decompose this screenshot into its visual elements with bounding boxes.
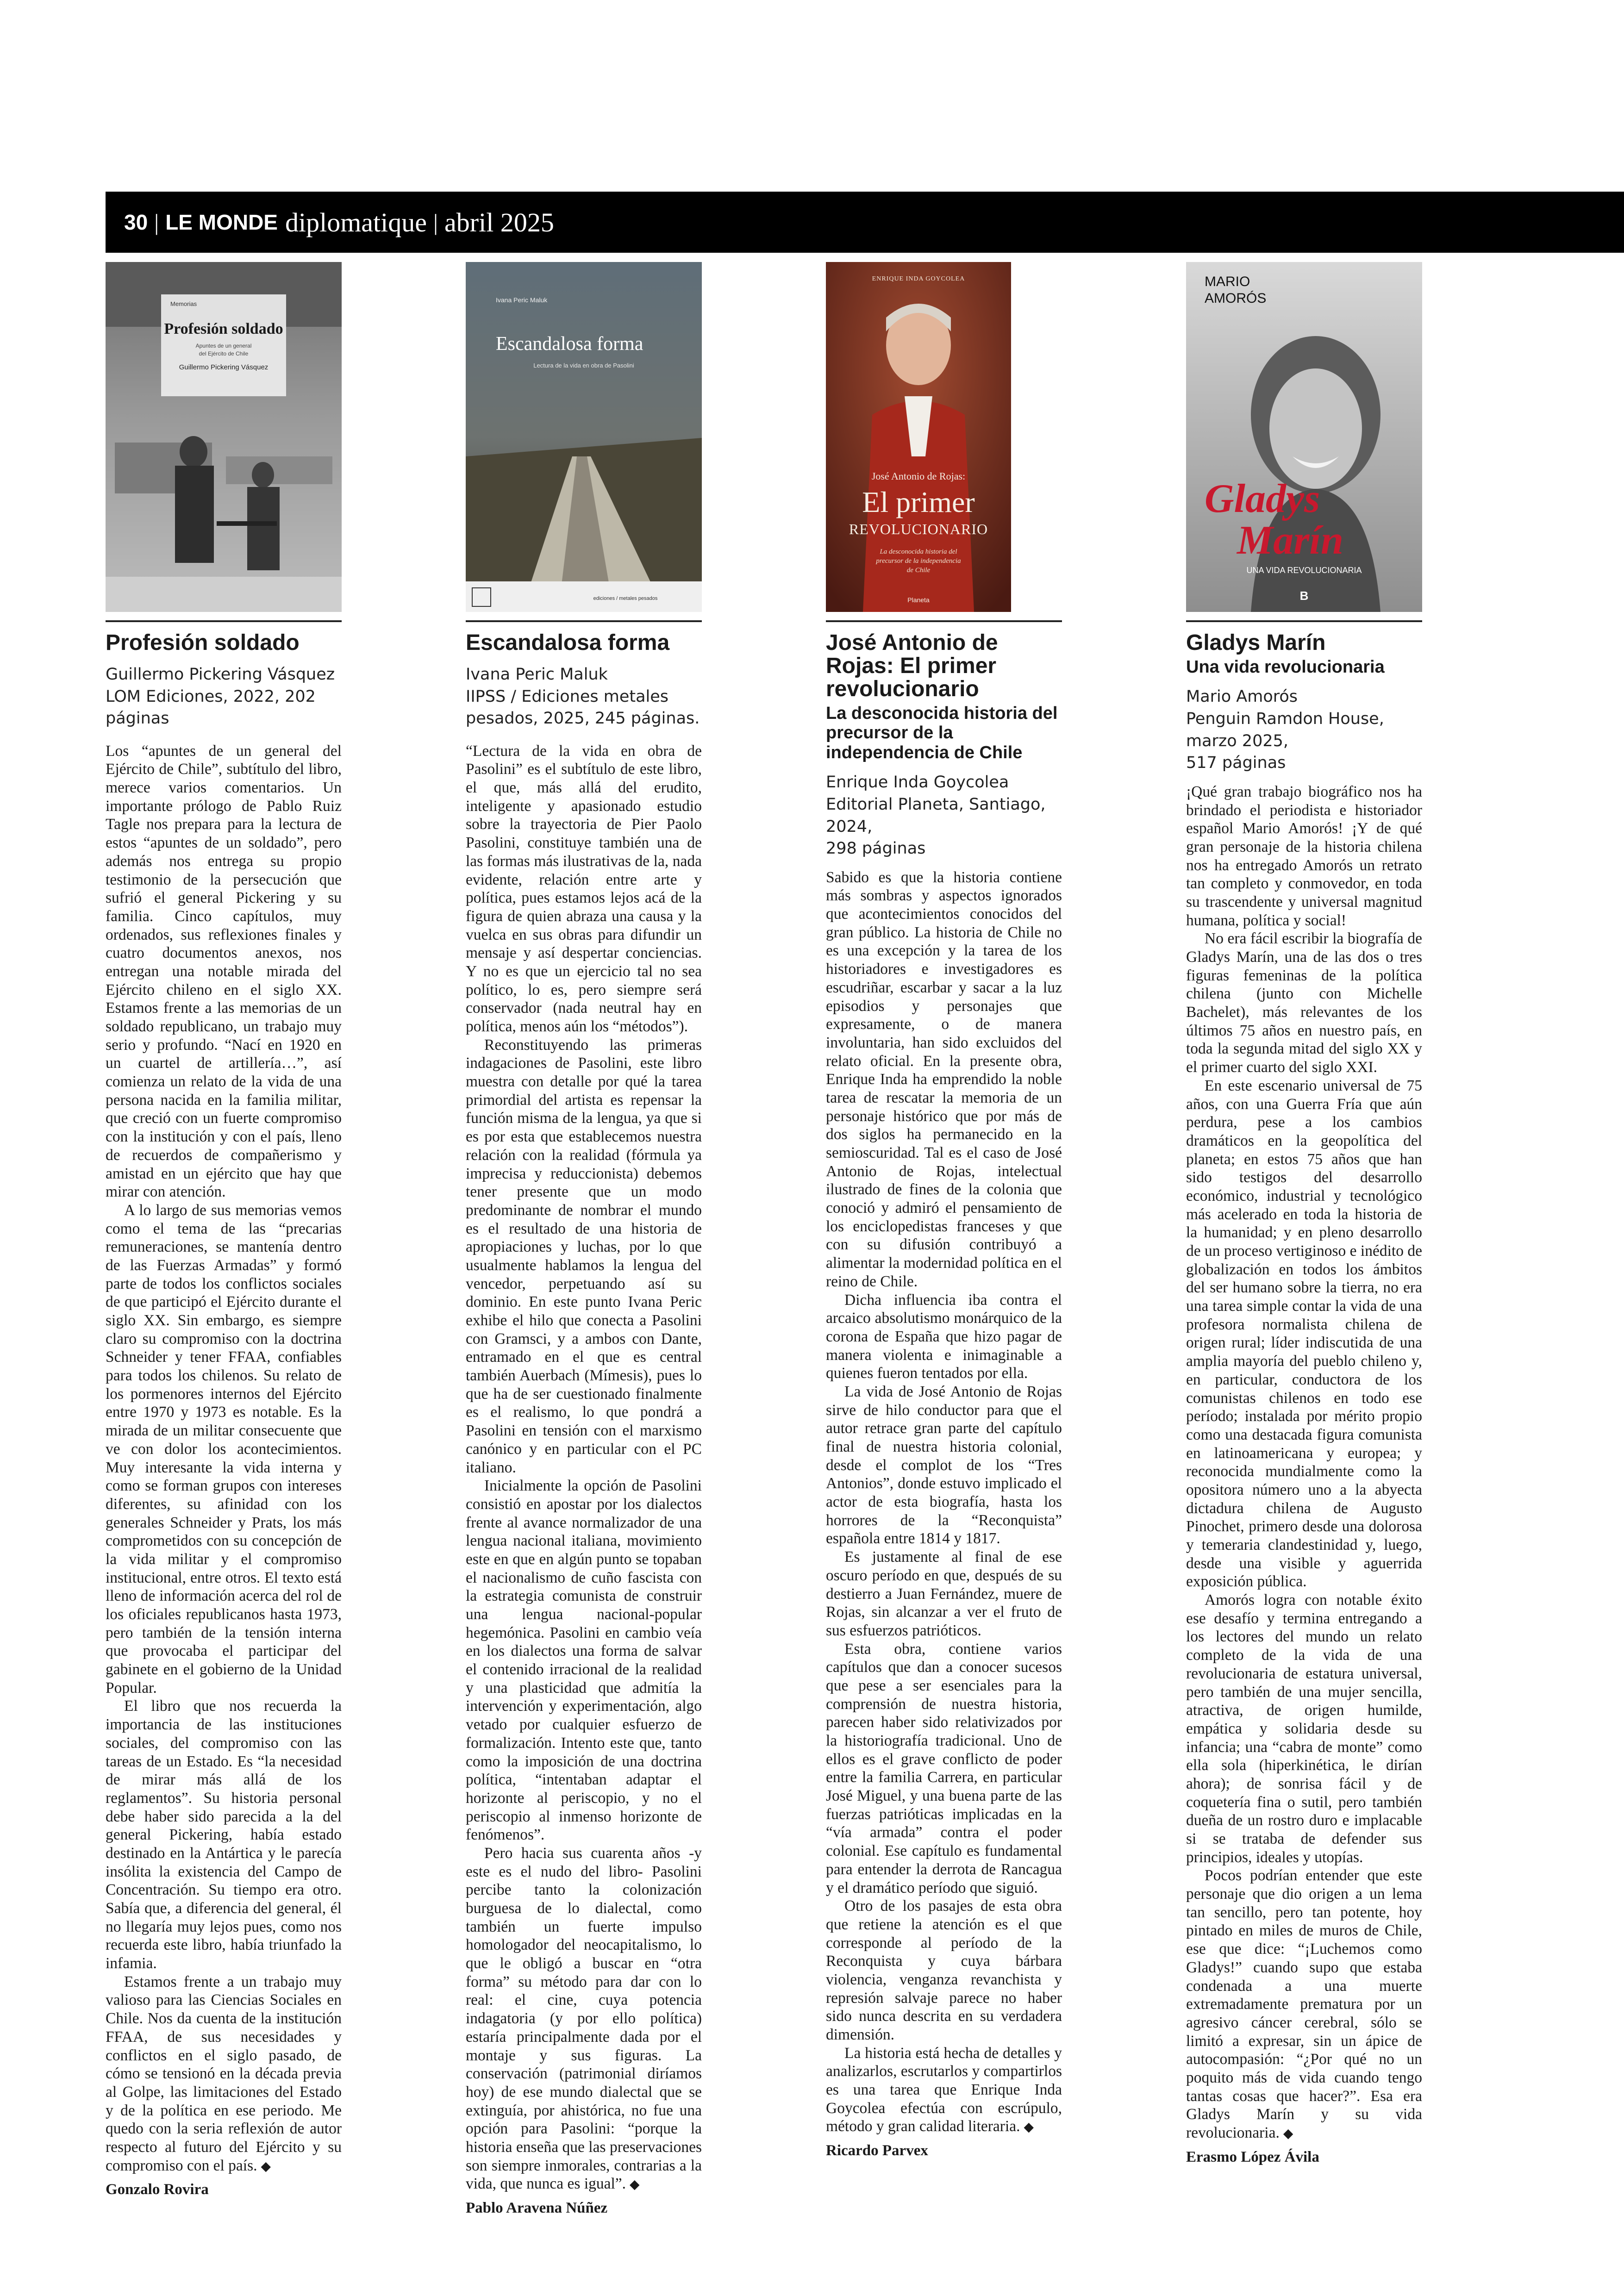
book-author: Enrique Inda Goycolea — [826, 773, 1009, 792]
book-details — [466, 664, 702, 730]
book-details — [826, 772, 1062, 860]
publication-brand-secondary: diplomatique — [285, 207, 427, 237]
review-paragraph: Esta obra, contiene varios capítulos que dan a conocer sucesos que pese a ser esenciales para la comprensión de nuestra historia, parecen haber sido relativizados por la historiografía tradicional. Uno de ellos es el grave conflicto de poder entre la familia Carrera, en particular José Miguel, y una buena parte de las fuerzas patrióticas implicadas en la “vía armada” contra el poder colonial. Ese capítulo es fundamental para entender la derrota de Rancagua y el dramático período que siguió. — [826, 1640, 1062, 1896]
book-author: Guillermo Pickering Vásquez — [106, 665, 335, 684]
book-pages: 298 páginas — [826, 839, 926, 858]
review-column-2 — [466, 262, 702, 2217]
book-details — [106, 664, 342, 730]
book-cover — [466, 262, 702, 612]
cover-author: Ivana Peric Maluk — [496, 296, 548, 304]
book-details — [1186, 686, 1422, 774]
publisher-logo: B — [1299, 589, 1309, 603]
review-paragraph: Es justamente al final de ese oscuro período en que, después de su destierro a Juan Fernández, muere de Rojas, sin alcanzar a ver el fruto de sus esfuerzos patrióticos. — [826, 1548, 1062, 1639]
publication-brand: LE MONDE — [165, 210, 278, 234]
cover-author-last: AMORÓS — [1205, 291, 1267, 306]
book-publisher: LOM Ediciones, 2022, 202 páginas — [106, 687, 316, 728]
review-paragraph: La historia está hecha de detalles y analizarlos, escrutarlos y compartirlos es una tarea que Enrique Inda Goycolea efectúa con escrúpulo, método y gran calidad literaria. ◆ — [826, 2044, 1062, 2135]
end-mark-icon: ◆ — [630, 2177, 640, 2192]
cover-subtitle-2: precursor de la independencia — [876, 557, 961, 565]
review-paragraph: Otro de los pasajes de esta obra que retiene la atención es el que corresponde al período de la Reconquista y cuya bárbara violencia, venganza revanchista y represión salvaje parece no haber sido nunca descrita en su verdadera dimensión. — [826, 1897, 1062, 2044]
issue-date: abril 2025 — [444, 207, 554, 237]
cover-title-line-2: REVOLUCIONARIO — [849, 521, 988, 537]
end-mark-icon: ◆ — [261, 2158, 271, 2174]
end-mark-icon: ◆ — [1283, 2126, 1293, 2141]
review-paragraph: ¡Qué gran trabajo biográfico nos ha brindado el periodista e historiador español Mario Amorós! ¡Y de qué gran personaje de la historia chilena nos ha entregado Amorós un retrato tan completo y conmovedor, en toda su trascendente y universal magnitud humana, política y social! — [1186, 783, 1422, 929]
cover-subtitle-3: de Chile — [906, 567, 931, 574]
reviewer-name: Pablo Aravena Núñez — [466, 2200, 608, 2216]
review-body — [466, 742, 702, 2193]
cover-subtitle: UNA VIDA REVOLUCIONARIA — [1246, 566, 1362, 575]
book-subtitle: Una vida revolucionaria — [1186, 657, 1385, 677]
book-pages: 517 páginas — [1186, 754, 1286, 773]
review-paragraph: No era fácil escribir la biografía de Gladys Marín, una de las dos o tres figuras femeninas de la política chilena (junto con Michelle Bachelet), más relevantes de los últimos 75 años en nuestro país, en toda la segunda mitad del siglo XX y el primer cuarto del siglo XXI. — [1186, 930, 1422, 1076]
cover-title: Escandalosa forma — [496, 333, 643, 355]
review-column-1 — [106, 262, 342, 2198]
book-cover — [1186, 262, 1422, 612]
cover-label: Memorias — [170, 300, 197, 307]
review-paragraph: Dicha influencia iba contra el arcaico absolutismo monárquico de la corona de España que hizo pagar de manera violenta e inimaginable a quienes fueron tentados por ella. — [826, 1291, 1062, 1382]
review-body — [1186, 783, 1422, 2142]
book-cover — [106, 262, 342, 612]
review-paragraph: Inicialmente la opción de Pasolini consistió en apostar por los dialectos frente al avance normalizador de una lengua nacional italiana, movimiento este en que en algún punto se topaban el nacionalismo de cuño fascista con la estrategia comunista de construir una lengua nacional-popular hegemónica. Pasolini en cambio veía en los dialectos una forma de salvar el contenido irracional de la realidad y una plasticidad que admitía la intervención y experimentación, algo vetado por cualquier esfuerzo de formalización. Intento este que, tanto como la imposición de una doctrina política, “intentaban adaptar el horizonte al periscopio, y no el periscopio al inmenso horizonte de fenómenos”. — [466, 1477, 702, 1844]
book-cover — [826, 262, 1011, 612]
book-author: Mario Amorós — [1186, 687, 1298, 706]
book-title: José Antonio de Rojas: El primer revolucionario — [826, 630, 998, 701]
review-paragraph: Reconstituyendo las primeras indagaciones de Pasolini, este libro muestra con detalle por qué la tarea primordial del artista es repensar la función misma de la lengua, ya que si es por esta que establecemos nuestra relación con la realidad (fórmula ya imprecisa y reduccionista) debemos tener presente que un modo predominante de nombrar el mundo es el resultado de una historia de apropiaciones y luchas, por lo que usualmente hablamos la lengua del vencedor, perpetuando así su dominio. En este punto Ivana Peric exhibe el hilo que conecta a Pasolini con Gramsci, y a ambos con Dante, entramado en el que es central también Auerbach (Mímesis), pues lo que ha de ser cuestionado finalmente es el realismo, lo que pondrá a Pasolini en tensión con el marxismo canónico y en particular con el PC italiano. — [466, 1036, 702, 1476]
review-paragraph: Los “apuntes de un general del Ejército de Chile”, subtítulo del libro, merece varios comentarios. Un importante prólogo de Pablo Ruiz Tagle nos prepara para la lectura de estos “apuntes de un soldado”, pero además nos entrega su propio testimonio de la persecución que sufrió el general Pickering y su familia. Cinco capítulos, muy ordenados, sus reflexiones finales y cuatro documentos anexos, nos entregan una notable mirada del Ejército chileno en el siglo XX. Estamos frente a las memorias de un soldado republicano, un trabajo muy serio y profundo. “Nací en 1920 en un cuartel de artillería…”, así comienza un relato de la vida de una persona nacida en la familia militar, que creció con un fuerte compromiso con la institución y con el país, lleno de recuerdos de compañerismo y amistad en un ejército que hay que mirar con atención. — [106, 742, 342, 1201]
page-number: 30 — [124, 210, 148, 234]
cover-top-line: José Antonio de Rojas: — [871, 470, 966, 482]
book-title: Gladys Marín — [1186, 630, 1326, 655]
review-paragraph: Pocos podrían entender que este personaje que dio origen a un lema tan sencillo, pero tan potente, hoy pintado en miles de muros de Chile, ese que dice: “¡Luchemos como Gladys!” cuando supo que estaba condenada a una muerte extremadamente prematura por un agresivo cáncer cerebral, sólo se limitó a expresar, sin un ápice de autocompasión: “¿Por qué no un poquito más de vida cuando tengo tantas cosas que hacer?”. Esa era Gladys Marín y su vida revolucionaria. ◆ — [1186, 1867, 1422, 2142]
cover-subtitle-1: La desconocida historia del — [880, 548, 957, 555]
cover-subtitle-1: Apuntes de un general — [195, 343, 252, 349]
cover-subtitle-2: del Ejército de Chile — [199, 350, 249, 357]
review-paragraph: La vida de José Antonio de Rojas sirve de hilo conductor para que el autor retrace gran parte del capítulo final de nuestra historia colonial, desde el complot de los “Tres Antonios”, donde estuvo implicado el actor de esta biografía, hasta los horrores de la “Reconquista” española entre 1814 y 1817. — [826, 1383, 1062, 1547]
review-paragraph: “Lectura de la vida en obra de Pasolini” es el subtítulo de este libro, el que, más allá del erudito, inteligente y apasionado estudio sobre la trayectoria de Pier Paolo Pasolini, constituye también una de las formas más ilustrativas de la, nada evidente, relación entre arte y política, pues estamos lejos acá de la figura de quien abraza una causa y la vuelca en sus obras para difundir un mensaje y así despertar conciencias. Y no es que un ejercicio tal no sea político, lo es, pero siempre será conservador (nada neutral hay en política, menos aún los “métodos”). — [466, 742, 702, 1035]
cover-title-line-1: Gladys — [1205, 476, 1320, 521]
cover-subtitle: Lectura de la vida en obra de Pasolini — [533, 362, 634, 369]
review-paragraph: A lo largo de sus memorias vemos como el tema de las “precarias remuneraciones, se mantenía dentro de las Fuerzas Armadas” y formó parte de todos los conflictos sociales de que participó el Ejército durante el siglo XX. Sin embargo, es siempre claro su compromiso con la doctrina Schneider y tener FFAA, confiables para todos los chilenos. Su relato de los pormenores internos del Ejército entre 1970 y 1973 es notable. Es la mirada de un militar consecuente que ve con dolor los acontecimientos. Muy interesante la vida interna y como se forman grupos con intereses diferentes, su afinidad con los generales Schneider y Prats, los más comprometidos con su concepción de la vida militar y el compromiso institucional, entre otros. El texto está lleno de información acerca del rol de los oficiales republicanos hasta 1973, pero también de la tensión interna que provocaba el participar del gabinete en el gobierno de la Unidad Popular. — [106, 1201, 342, 1696]
cover-author: ENRIQUE INDA GOYCOLEA — [872, 275, 965, 282]
reviewer-name: Erasmo López Ávila — [1186, 2148, 1319, 2165]
review-body — [826, 868, 1062, 2136]
cover-author-first: MARIO — [1205, 274, 1250, 289]
cover-publisher: ediciones / metales pesados — [593, 596, 658, 601]
review-paragraph: En este escenario universal de 75 años, con una Guerra Fría que aún perdura, pese a los cambios dramáticos en la geopolítica del planeta; en estos 75 años que han sido testigos del desarrollo económico, industrial y tecnológico más acelerado en toda la historia de la humanidad; y en pleno desarrollo de un proceso vertiginoso e inédito de globalización en todos los ámbitos del ser humano sobre la tierra, no era una tarea simple contar la vida de una profesora normalista chilena de origen rural; líder indiscutida de una amplia mayoría del pueblo chileno y, en particular, conductora de los comunistas chilenos en todo ese período; instalada por mérito propio como una destacada figura comunista en latinoamericana y europea; y reconocida mundialmente como la opositora número uno a la abyecta dictadura chilena de Augusto Pinochet, primero desde una dolorosa y temeraria clandestinidad y, luego, desde una visible y aguerrida exposición pública. — [1186, 1077, 1422, 1590]
book-author: Ivana Peric Maluk — [466, 665, 608, 684]
book-title: Escandalosa forma — [466, 630, 670, 655]
end-mark-icon: ◆ — [1024, 2119, 1034, 2135]
reviewer-name: Gonzalo Rovira — [106, 2181, 209, 2198]
review-paragraph: Sabido es que la historia contiene más sombras y aspectos ignorados que acontecimientos conocidos del gran público. La historia de Chile no es una excepción y la tarea de los historiadores e investigadores es escudriñar, escarbar y sacar a la luz episodios y personajes que expresamente, o de manera involuntaria, han sido excluidos del relato oficial. En la presente obra, Enrique Inda ha emprendido la noble tarea de rescatar la memoria de un personaje histórico que por más de dos siglos ha permanecido en la semioscuridad. Tal es el caso de José Antonio de Rojas, intelectual ilustrado de fines de la colonia que conoció y admiró el pensamiento de los enciclopedistas franceses y que con su difusión contribuyó a alimentar la modernidad política en el reino de Chile. — [826, 868, 1062, 1290]
review-body — [106, 742, 342, 2175]
reviewer-name: Ricardo Parvex — [826, 2142, 928, 2159]
cover-author: Guillermo Pickering Vásquez — [179, 363, 269, 371]
review-column-3 — [826, 262, 1062, 2159]
review-column-4 — [1186, 262, 1422, 2166]
book-publisher: Penguin Ramdon House, marzo 2025, — [1186, 710, 1384, 750]
book-subtitle: La desconocida historia del precursor de la independencia de Chile — [826, 703, 1058, 762]
review-paragraph: Estamos frente a un trabajo muy valioso para las Ciencias Sociales en Chile. Nos da cuenta de la institución FFAA, de sus necesidades y conflictos en el siglo pasado, de cómo se tensionó en la década previa al Golpe, las limitaciones del Estado y de la política en ese periodo. Me quedo con la seria reflexión de autor respecto al futuro del Ejército y su compromiso con el país. ◆ — [106, 1973, 342, 2174]
cover-title-line-1: El primer — [862, 486, 975, 518]
book-title: Profesión soldado — [106, 630, 300, 655]
cover-title: Profesión soldado — [164, 320, 283, 337]
review-paragraph: El libro que nos recuerda la importancia de las instituciones sociales, del compromiso con las tareas de un Estado. Es “la necesidad de mirar más allá de los reglamentos”. Su historia personal debe haber sido parecida a la del general Pickering, había estado destinado en la Antártica y le parecía insólita la existencia del Campo de Concentración. Su tiempo era otro. Sabía que, a diferencia del general, él no llegaría muy lejos pues, como nos recuerda este libro, había triunfado la infamia. — [106, 1697, 342, 1972]
book-publisher: IIPSS / Ediciones metales pesados, 2025, 245 páginas. — [466, 687, 700, 728]
page-header: 30 | LE MONDE diplomatique | abril 2025 — [106, 192, 1624, 253]
review-paragraph: Amorós logra con notable éxito ese desafío y termina entregando a los lectores del mundo un relato completo de la vida de una revolucionaria de estatura universal, pero también de una mujer sencilla, atractiva, de origen humilde, empática y solidaria desde su infancia; una “cabra de monte” como ella sola (hiperkinética, le dirían ahora); de sonrisa fácil y de coquetería fina o sutil, pero también dueña de un rostro duro e implacable si se trataba de defender sus principios, ideales y utopías. — [1186, 1591, 1422, 1866]
review-paragraph: Pero hacia sus cuarenta años -y este es el nudo del libro- Pasolini percibe tanto la colonización burguesa de lo dialectal, como también un fuerte impulso homologador del neocapitalismo, lo que le obligó a buscar en “otra forma” su método para dar con lo real: el cine, cuya potencia indagatoria (y por ello política) estaría principalmente dada por el montaje y sus figuras. La conservación (patrimonial diríamos hoy) de ese mundo dialectal que se extinguía, por ahistórica, no fue una opción para Pasolini: “porque la historia enseña que las preservaciones son siempre inmorales, contrarias a la vida, que nunca es igual”. ◆ — [466, 1844, 702, 2193]
cover-title-line-2: Marín — [1237, 518, 1343, 563]
cover-publisher: Planeta — [907, 596, 930, 604]
book-publisher: Editorial Planeta, Santiago, 2024, — [826, 795, 1046, 836]
